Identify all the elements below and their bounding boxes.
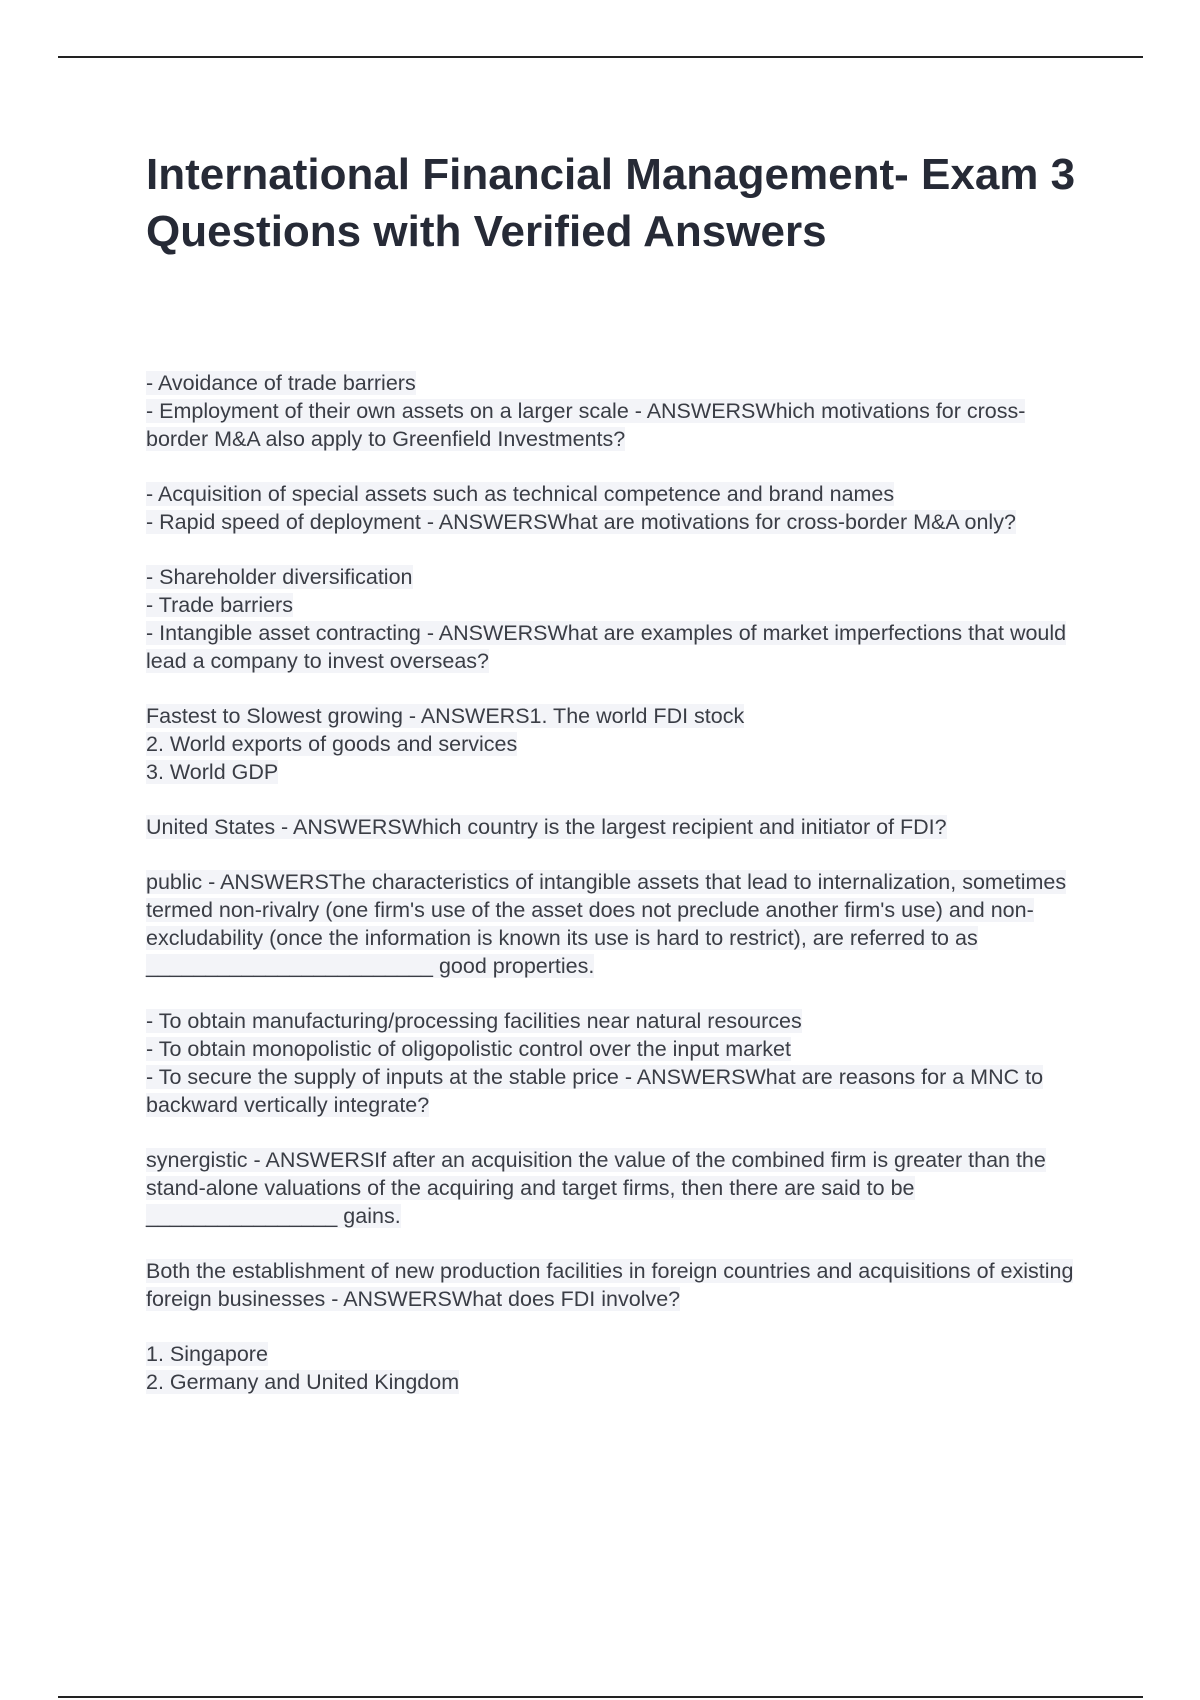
document-title: International Financial Management- Exam 3 Questions with Verified Answers [146,150,1076,256]
qa-block [146,369,1076,453]
text-line: 2. Germany and United Kingdom [146,1370,460,1394]
text-line: - Trade barriers [146,593,293,617]
qa-block [146,563,1076,675]
text-line: 2. World exports of goods and services [146,732,518,756]
text-line: - Acquisition of special assets such as technical competence and brand names [146,482,895,506]
text-line: - To obtain manufacturing/processing facilities near natural resources [146,1009,802,1033]
qa-block [146,480,1076,536]
text-line: Both the establishment of new production facilities in foreign countries and acquisitions of existing foreign businesses - ANSWERSWhat does FDI involve? [146,1259,1074,1311]
text-line: - Avoidance of trade barriers [146,371,416,395]
text-line: - Rapid speed of deployment - ANSWERSWhat are motivations for cross-border M&A only? [146,510,1016,534]
text-line: - Shareholder diversification [146,565,413,589]
qa-block [146,1007,1076,1119]
text-line: - Employment of their own assets on a larger scale - ANSWERSWhich motivations for cross-border M&A also apply to Greenfield Investments? [146,399,1026,451]
text-line: - To secure the supply of inputs at the stable price - ANSWERSWhat are reasons for a MNC to backward vertically integrate? [146,1065,1044,1117]
qa-block [146,702,1076,786]
text-line: Fastest to Slowest growing - ANSWERS1. The world FDI stock [146,704,745,728]
text-line: synergistic - ANSWERSIf after an acquisition the value of the combined firm is greater than the stand-alone valuations of the acquiring and target firms, then there are said to be ________________ gains. [146,1148,1046,1228]
text-line: 1. Singapore [146,1342,268,1366]
text-line: 3. World GDP [146,760,279,784]
text-line: - Intangible asset contracting - ANSWERSWhat are examples of market imperfections that would lead a company to invest overseas? [146,621,1067,673]
qa-block [146,1146,1076,1230]
qa-block [146,1257,1076,1313]
qa-block [146,813,1076,841]
qa-block [146,868,1076,980]
qa-block [146,1340,1076,1396]
top-rule [58,56,1143,58]
bottom-rule [58,1696,1143,1698]
text-line: United States - ANSWERSWhich country is the largest recipient and initiator of FDI? [146,815,947,839]
text-line: public - ANSWERSThe characteristics of intangible assets that lead to internalization, sometimes termed non-rivalry (one firm's use of the asset does not preclude another firm's use) and non-excludability (once the information is known its use is hard to restrict), are referred to as ________________________ good properties. [146,870,1067,978]
text-line: - To obtain monopolistic of oligopolistic control over the input market [146,1037,791,1061]
document-body [146,369,1076,1423]
